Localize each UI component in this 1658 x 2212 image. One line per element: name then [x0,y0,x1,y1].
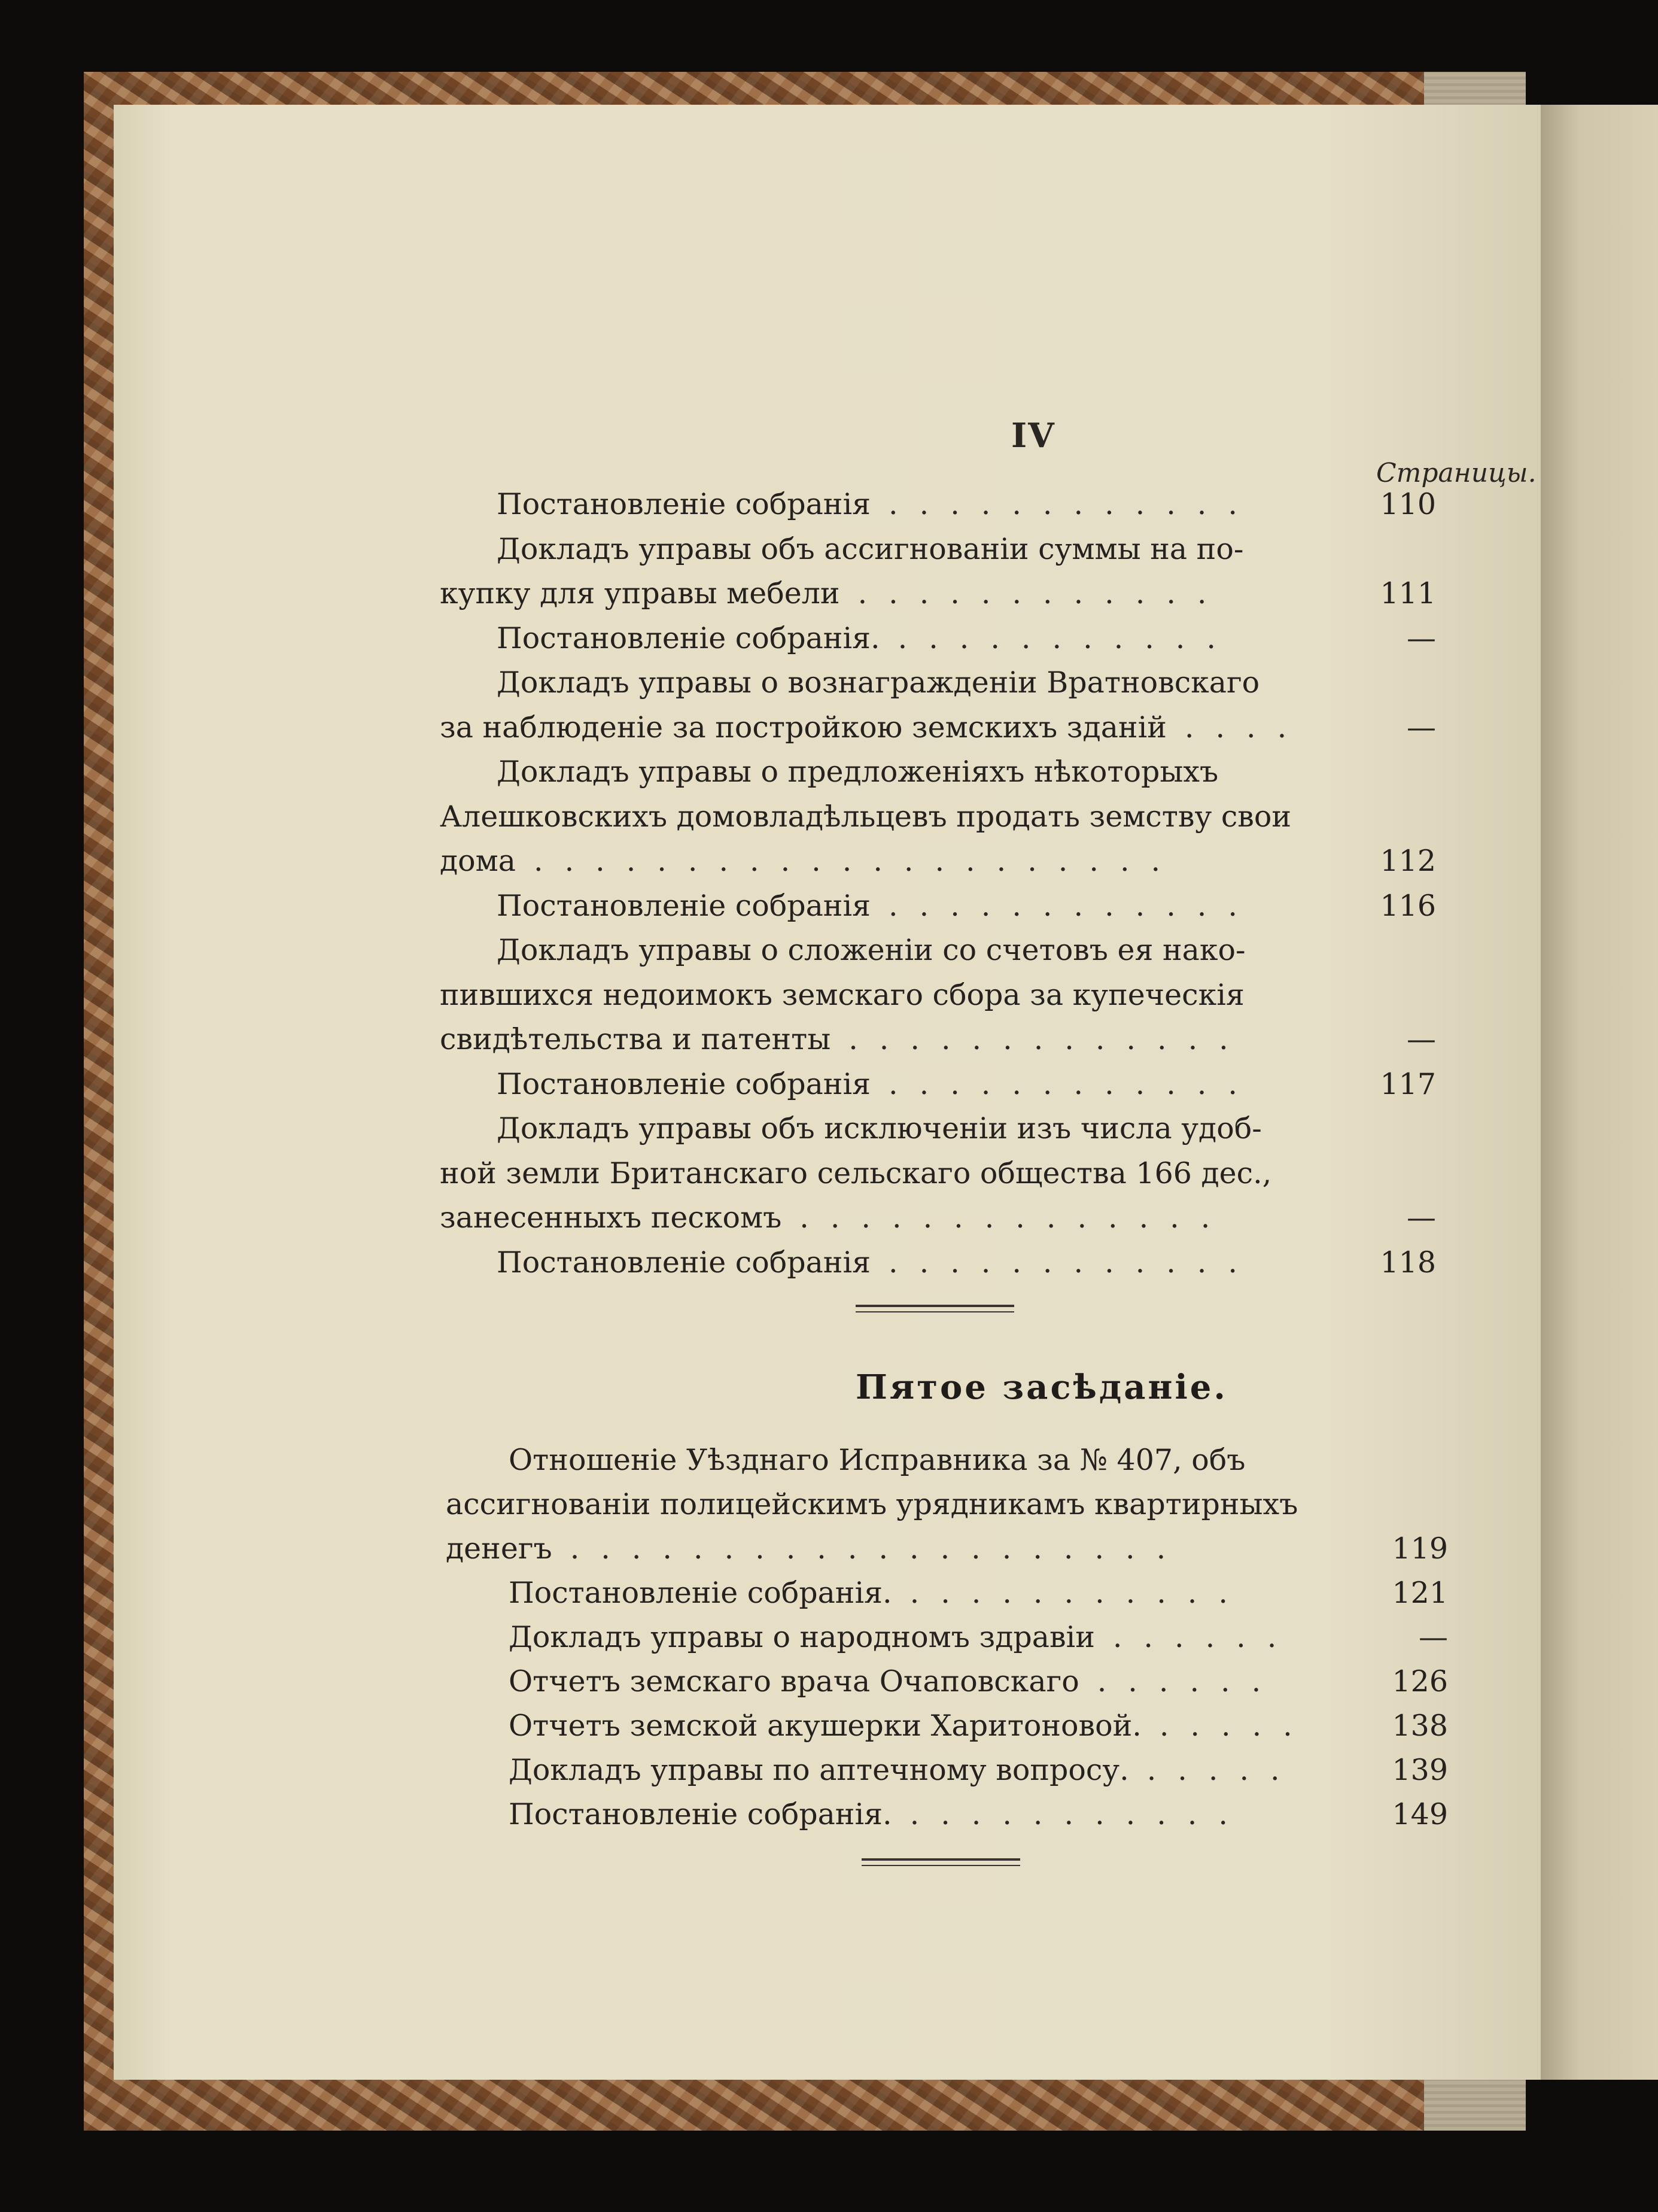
section-divider-bottom [862,1858,1020,1861]
book-page [114,105,1541,2080]
toc-entry-line: ассигнованіи полицейскимъ урядникамъ квартирныхъ [446,1487,1298,1521]
toc-page-number: 126 [1392,1664,1448,1698]
toc-entry-line: ной земли Британскаго сельскаго общества 166 дес., [440,1156,1272,1190]
toc-page-number: 117 [1380,1066,1436,1101]
toc-page-number: — [1407,1022,1436,1056]
leader-dots: ........... [898,621,1237,655]
page-content [114,105,1541,2080]
leader-dots: ...... [1112,1620,1298,1654]
section-divider-top [856,1305,1014,1307]
leader-dots: ........... [909,1576,1249,1610]
leader-dots: ............ [889,487,1259,521]
toc-page-number: — [1407,1201,1436,1235]
toc-entry-line: Докладъ управы о вознагражденіи Вратновскаго [497,666,1260,700]
leader-dots: .................... [570,1532,1188,1566]
leader-dots: ............ [889,1245,1259,1280]
toc-entry-line: Отчетъ земской акушерки Харитоновой. [509,1709,1142,1743]
toc-page-number: 121 [1392,1576,1448,1610]
toc-page-number: 111 [1380,576,1436,610]
leader-dots: .............. [799,1201,1232,1235]
toc-page-number: 116 [1380,888,1436,923]
toc-entry-line: купку для управы мебели [440,576,840,610]
toc-page-number: — [1407,621,1436,655]
toc-entry-line: Алешковскихъ домовладѣльцевъ продать земству свои [440,799,1292,834]
leader-dots: ............. [848,1022,1250,1056]
leader-dots: ..................... [534,844,1182,878]
section-divider-bottom-thin [862,1865,1020,1866]
toc-page-number: 112 [1380,844,1436,878]
toc-entry-line: Докладъ управы о народномъ здравіи [509,1620,1095,1654]
toc-entry-line: Отчетъ земскаго врача Очаповскаго [509,1664,1079,1698]
toc-entry-line: Постановленіе собранія [497,1066,871,1101]
toc-page-number: 118 [1380,1245,1436,1280]
toc-entry-line: пившихся недоимокъ земскаго сбора за купеческія [440,977,1245,1012]
leader-dots: ............ [857,576,1228,610]
toc-page-number: 119 [1392,1532,1448,1566]
leader-dots: .... [1184,710,1309,745]
toc-entry-line: Докладъ управы по аптечному вопросу. [509,1753,1129,1787]
section-divider-top-thin [856,1311,1014,1312]
toc-entry-line: за наблюденіе за постройкою земскихъ зданій [440,710,1167,745]
toc-entry-line: Постановленіе собранія. [509,1576,892,1610]
toc-page-number: 149 [1392,1797,1448,1831]
toc-page-number: — [1407,710,1436,745]
toc-page-number: 110 [1380,487,1436,521]
toc-entry-line: Постановленіе собранія. [509,1797,892,1831]
pages-column-header: Страницы. [1376,458,1537,488]
toc-entry-line: денегъ [446,1532,552,1566]
leader-dots: ............ [889,888,1259,923]
leader-dots: ..... [1159,1709,1314,1743]
toc-entry-line: Отношеніе Уѣзднаго Исправника за № 407, объ [509,1443,1246,1477]
toc-entry-line: Докладъ управы объ ассигнованіи суммы на по- [497,531,1244,566]
toc-entry-line: свидѣтельства и патенты [440,1022,831,1056]
toc-entry-line: Постановленіе собранія [497,1245,871,1280]
toc-entry-line: Докладъ управы о сложеніи со счетовъ ея нако- [497,933,1246,967]
toc-entry-line: Постановленіе собранія. [497,621,880,655]
toc-entry-line: Постановленіе собранія [497,888,871,923]
section-title: Пятое засѣданіе. [856,1368,1228,1407]
toc-entry-line: Докладъ управы о предложеніяхъ нѣкоторыхъ [497,755,1219,789]
toc-entry-line: Докладъ управы объ исключеніи изъ числа удоб- [497,1111,1262,1146]
page-number: IV [1011,416,1055,455]
toc-entry-line: дома [440,844,516,878]
adjacent-page-edge [1538,105,1658,2080]
toc-page-number: 139 [1392,1753,1448,1787]
toc-page-number: — [1419,1620,1448,1654]
toc-page-number: 138 [1392,1709,1448,1743]
toc-entry-line: Постановленіе собранія [497,487,871,521]
leader-dots: ...... [1097,1664,1283,1698]
toc-entry-line: занесенныхъ пескомъ [440,1201,782,1235]
leader-dots: ........... [909,1797,1249,1831]
leader-dots: ............ [889,1066,1259,1101]
leader-dots: ..... [1146,1753,1301,1787]
